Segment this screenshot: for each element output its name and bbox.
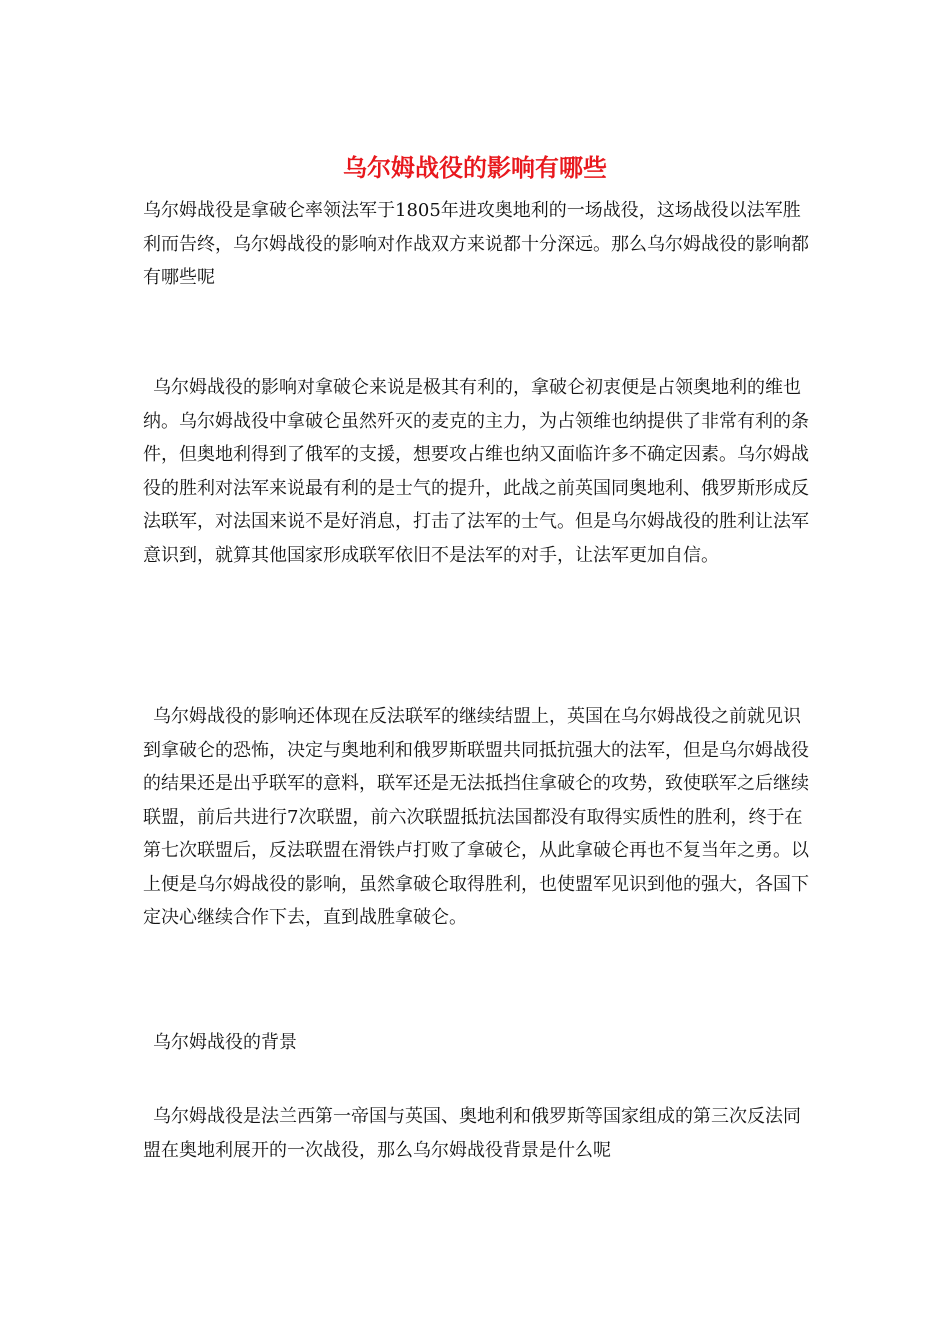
section-heading-background: 乌尔姆战役的背景 — [153, 1032, 297, 1053]
paragraph-background: 乌尔姆战役是法兰西第一帝国与英国、奥地利和俄罗斯等国家组成的第三次反法同盟在奥地利展开的一次战役，那么乌尔姆战役背景是什么呢 — [143, 1106, 801, 1161]
paragraph-impact-napoleon: 乌尔姆战役的影响对拿破仑来说是极其有利的，拿破仑初衷便是占领奥地利的维也纳。乌尔姆战役中拿破仑虽然歼灭的麦克的主力，为占领维也纳提供了非常有利的条件，但奥地利得到了俄军的支援，想要攻占维也纳又面临许多不确定因素。乌尔姆战役的胜利对法军来说最有利的是士气的提升，此战之前英国同奥地利、俄罗斯形成反法联军，对法国来说不是好消息，打击了法军的士气。但是乌尔姆战役的胜利让法军意识到，就算其他国家形成联军依旧不是法军的对手，让法军更加自信。 — [143, 377, 809, 566]
paragraph-intro: 乌尔姆战役是拿破仑率领法军于1805年进攻奥地利的一场战役，这场战役以法军胜利而告终，乌尔姆战役的影响对作战双方来说都十分深远。那么乌尔姆战役的影响都有哪些呢 — [143, 200, 809, 288]
page-title: 乌尔姆战役的影响有哪些 — [343, 153, 607, 182]
paragraph-impact-coalition: 乌尔姆战役的影响还体现在反法联军的继续结盟上，英国在乌尔姆战役之前就见识到拿破仑的恐怖，决定与奥地利和俄罗斯联盟共同抵抗强大的法军，但是乌尔姆战役的结果还是出乎联军的意料，联军还是无法抵挡住拿破仑的攻势，致使联军之后继续联盟，前后共进行7次联盟，前六次联盟抵抗法国都没有取得实质性的胜利，终于在第七次联盟后，反法联盟在滑铁卢打败了拿破仑，从此拿破仑再也不复当年之勇。以上便是乌尔姆战役的影响，虽然拿破仑取得胜利，也使盟军见识到他的强大，各国下定决心继续合作下去，直到战胜拿破仑。 — [143, 706, 809, 928]
